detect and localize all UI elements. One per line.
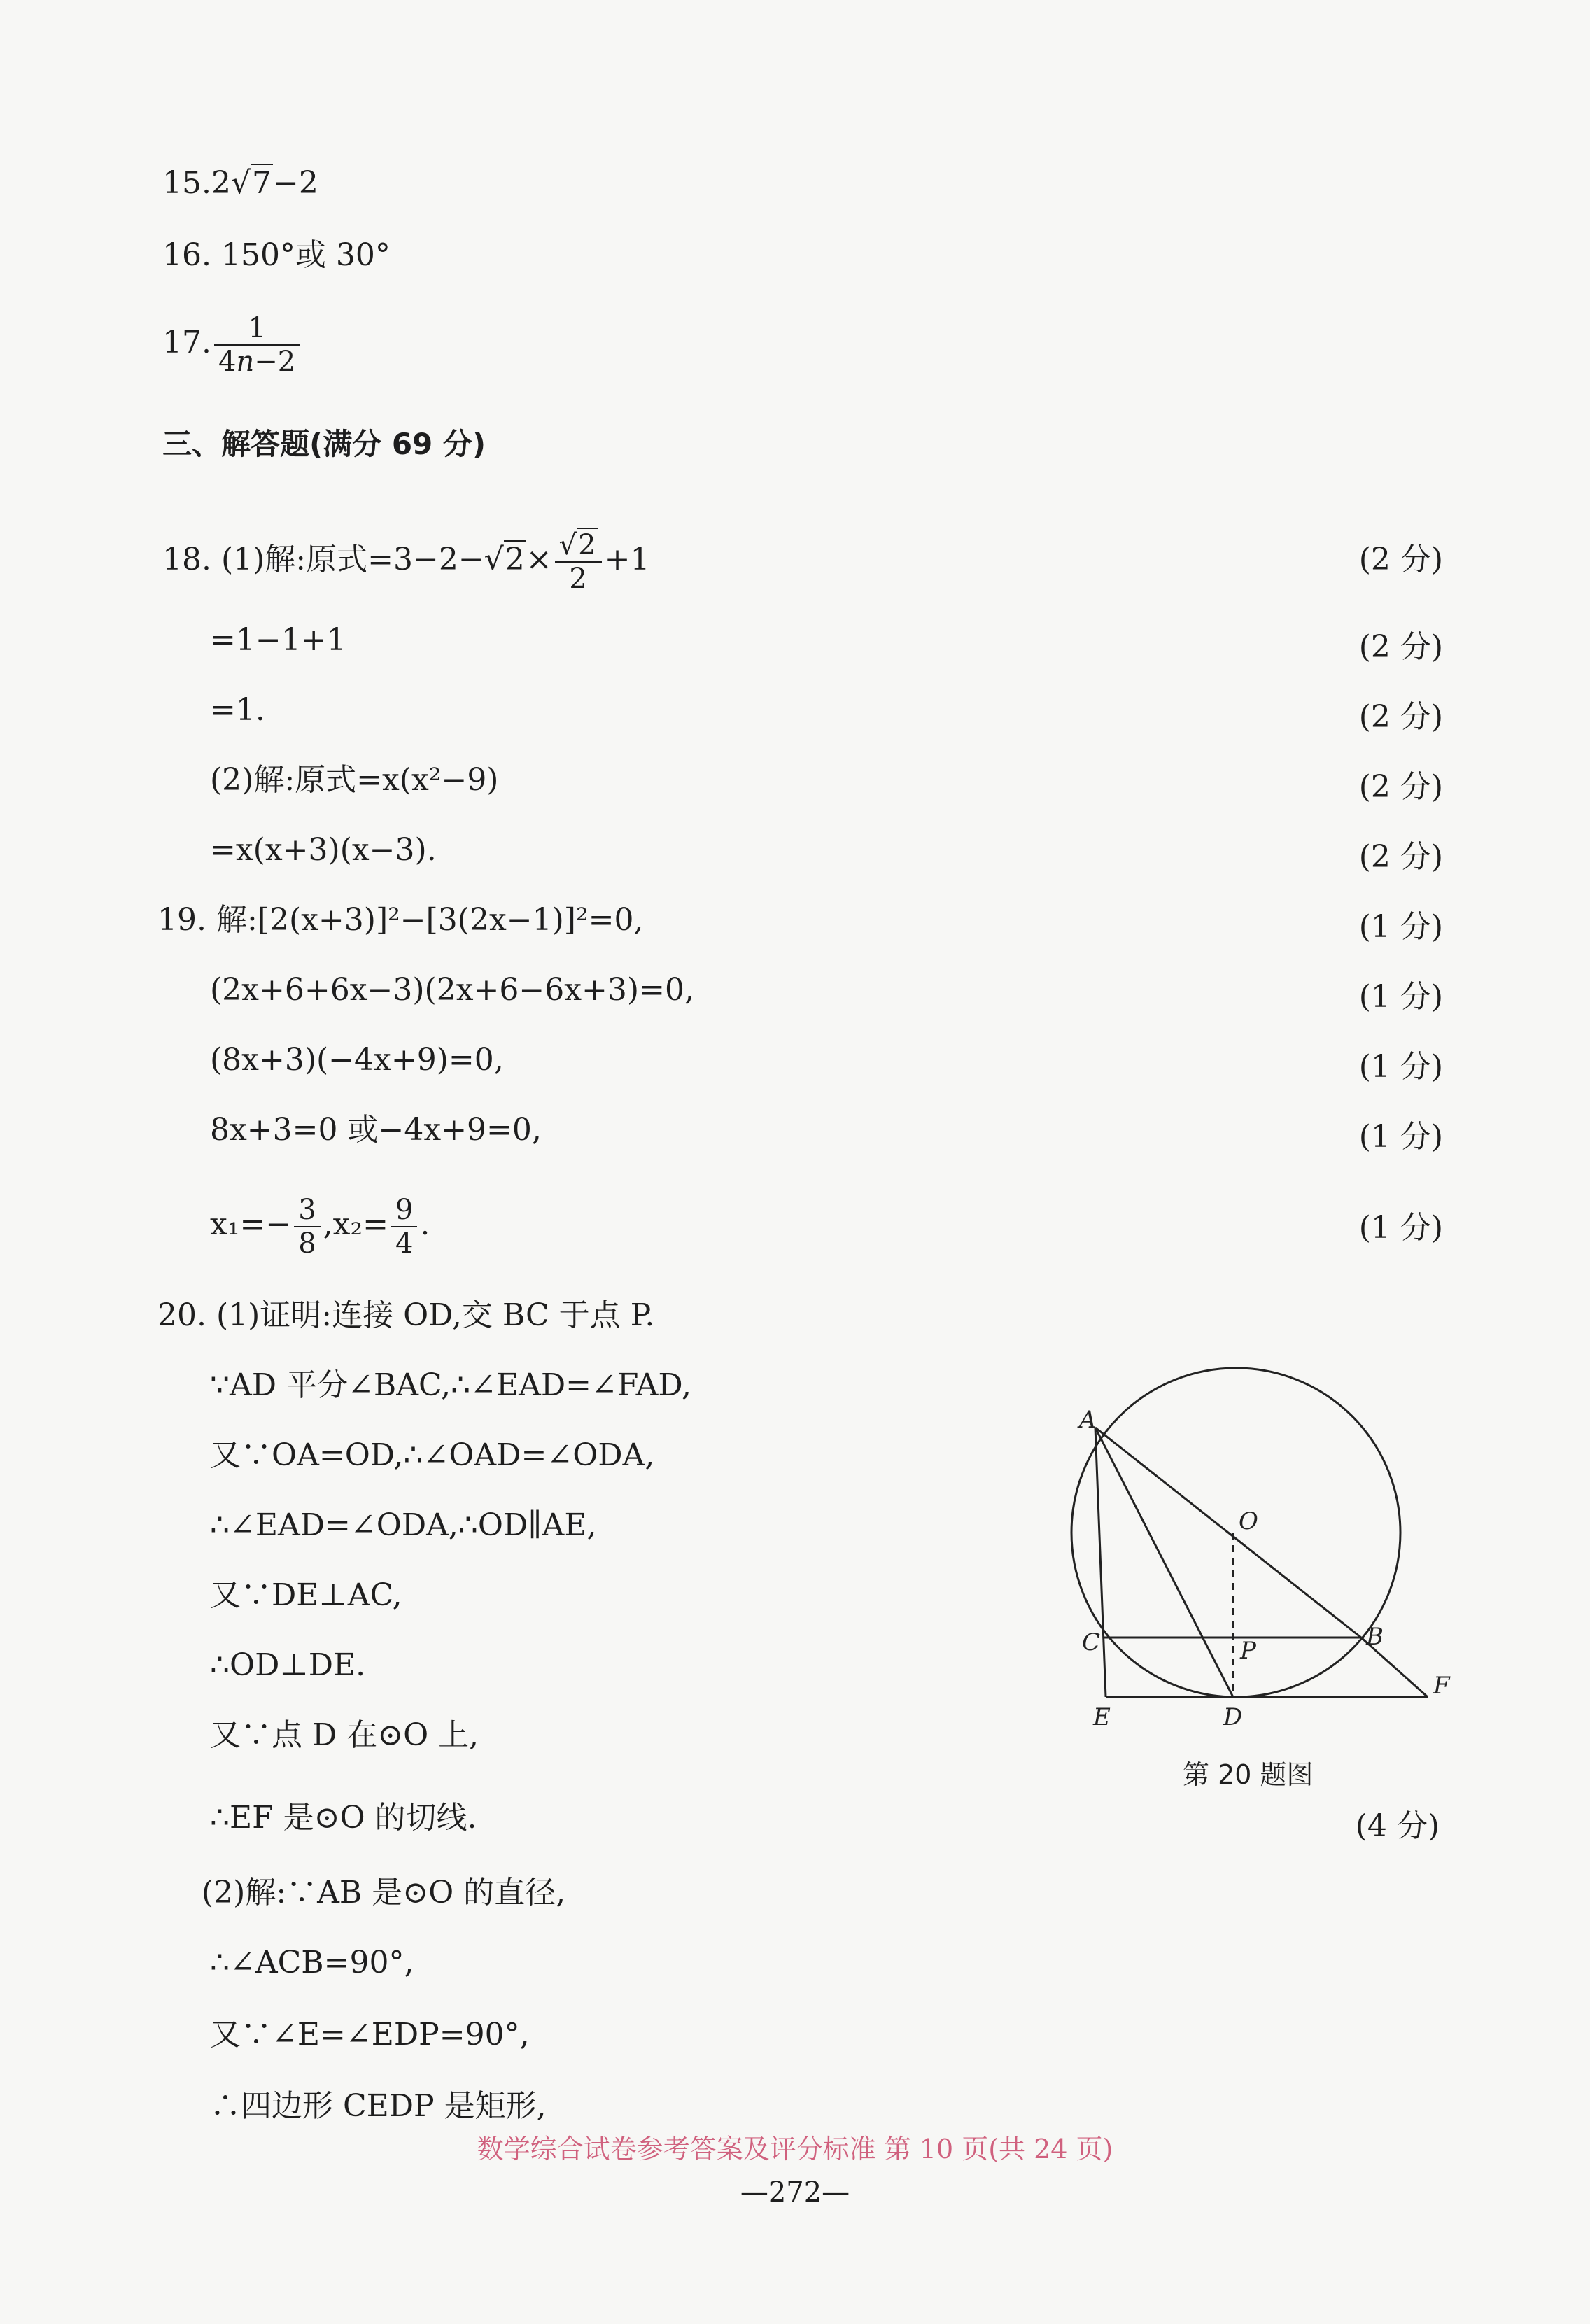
q18-line-2-points: (2 分) xyxy=(1358,629,1443,665)
q19-line-5: x₁=− $\frac{3}{8}$ ,x₂= $\frac{9}{4}$ . xyxy=(210,1193,430,1260)
q20-line-11: 又∵∠E=∠EDP=90°, xyxy=(210,2017,530,2052)
q18-line-4-points: (2 分) xyxy=(1358,769,1443,805)
q18-line-1: 18. (1)解:原式=3−2−√2× $\frac{√2}{2}$ +1 xyxy=(162,528,650,595)
q19-line-2: (2x+6+6x−3)(2x+6−6x+3)=0, xyxy=(210,972,694,1008)
q18-line-1-points: (2 分) xyxy=(1358,542,1443,577)
q18-line-5-points: (2 分) xyxy=(1358,839,1443,875)
q20-line-7: 又∵点 D 在⊙O 上, xyxy=(210,1717,479,1753)
q19-line-1: 19. 解:[2(x+3)]²−[3(2x−1)]²=0, xyxy=(157,902,644,938)
q19-line-1-points: (1 分) xyxy=(1358,909,1443,945)
label-d: D xyxy=(1223,1703,1243,1731)
q20-line-5: 又∵DE⊥AC, xyxy=(210,1577,402,1613)
q19-line-2-points: (1 分) xyxy=(1358,979,1443,1015)
segment-ae xyxy=(1095,1428,1106,1697)
q18-line-2: =1−1+1 xyxy=(210,622,346,658)
q19-line-5-points: (1 分) xyxy=(1358,1210,1443,1246)
q20-line-3: 又∵OA=OD,∴∠OAD=∠ODA, xyxy=(210,1437,655,1473)
q19-line-4: 8x+3=0 或−4x+9=0, xyxy=(210,1112,542,1148)
q20-line-4: ∴∠EAD=∠ODA,∴OD∥AE, xyxy=(210,1507,597,1543)
answer-15: 15.2√7−2 xyxy=(162,165,318,201)
segment-ad xyxy=(1095,1428,1233,1697)
q18-line-3: =1. xyxy=(210,692,265,728)
q20-line-10: ∴∠ACB=90°, xyxy=(210,1945,414,1980)
q18-line-4: (2)解:原式=x(x²−9) xyxy=(210,762,499,798)
label-c: C xyxy=(1082,1628,1101,1656)
circle-o xyxy=(1071,1368,1400,1697)
label-p: P xyxy=(1240,1637,1256,1665)
q19-line-3-points: (1 分) xyxy=(1358,1049,1443,1085)
answer-17: 17. $\frac{1}{4n-2}$ xyxy=(162,308,302,378)
q19-line-4-points: (1 分) xyxy=(1358,1119,1443,1155)
label-o: O xyxy=(1239,1507,1258,1535)
label-a: A xyxy=(1079,1406,1097,1434)
q20-line-6: ∴OD⊥DE. xyxy=(210,1647,366,1683)
label-e: E xyxy=(1093,1703,1111,1731)
q18-line-5: =x(x+3)(x−3). xyxy=(210,832,437,868)
figure-caption: 第 20 题图 xyxy=(1183,1759,1314,1790)
q20-line-2: ∵AD 平分∠BAC,∴∠EAD=∠FAD, xyxy=(210,1367,692,1403)
q19-line-3: (8x+3)(−4x+9)=0, xyxy=(210,1042,504,1078)
q20-part1-points: (4 分) xyxy=(1355,1808,1440,1844)
answer-16: 16. 150°或 30° xyxy=(162,237,391,273)
q20-figure xyxy=(1050,1358,1484,1735)
page-number: —272— xyxy=(740,2176,850,2209)
q20-line-1: 20. (1)证明:连接 OD,交 BC 于点 P. xyxy=(157,1297,655,1333)
footer-text: 数学综合试卷参考答案及评分标准 第 10 页(共 24 页) xyxy=(477,2134,1113,2164)
q20-line-9: (2)解:∵AB 是⊙O 的直径, xyxy=(202,1875,566,1910)
segment-ab xyxy=(1095,1428,1361,1638)
q20-line-12: ∴四边形 CEDP 是矩形, xyxy=(210,2088,547,2124)
q18-line-3-points: (2 分) xyxy=(1358,699,1443,735)
q20-line-8: ∴EF 是⊙O 的切线. xyxy=(210,1800,477,1836)
label-b: B xyxy=(1366,1623,1384,1651)
section-title: 三、解答题(满分 69 分) xyxy=(162,427,486,461)
label-f: F xyxy=(1433,1672,1450,1700)
